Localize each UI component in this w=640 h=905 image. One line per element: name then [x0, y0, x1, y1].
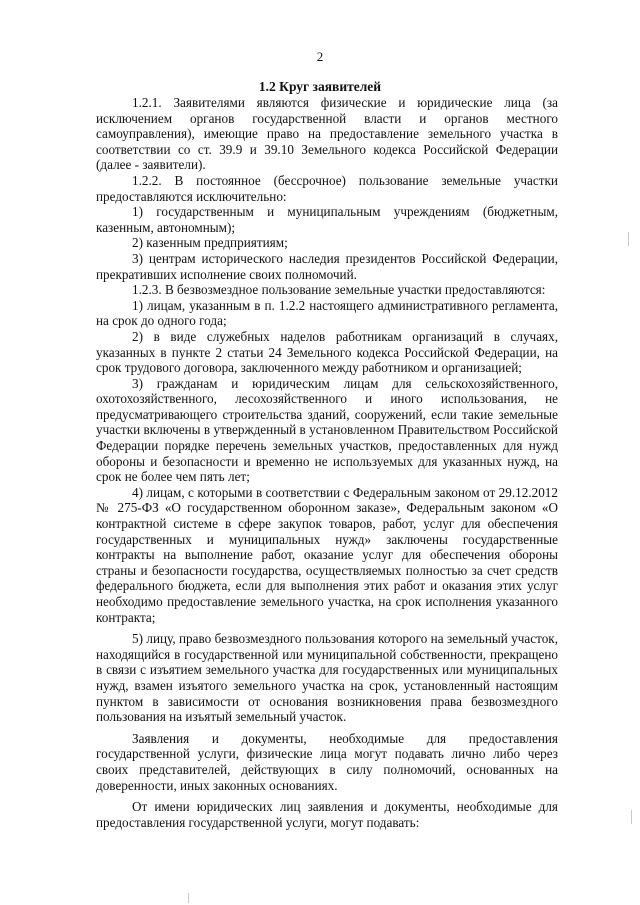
list-item: 3) гражданам и юридическим лицам для сельскохозяйственного, охотохозяйственного, лесохозяйственного и иного использования, не предусматривающего строительства зданий, сооружений, если такие земельные участки включены в утвержденный в установленном Правительством Российской Федерации порядке перечень земельных участков, предоставленных для нужд обороны и безопасности и временно не используемых для указанных нужд, на срок не более чем пять лет;: [96, 375, 558, 485]
list-item: 1) государственным и муниципальным учреждениям (бюджетным, казенным, автономным);: [96, 204, 558, 235]
list-item: 4) лицам, с которыми в соответствии с Федеральным законом от 29.12.2012 № 275-ФЗ «О государственном оборонном заказе», Федеральным законом «О контрактной системе в сфере закупок товаров, работ, услуг для обеспечения государственных и муниципальных нужд» заключены государственные контракты на выполнение работ, оказание услуг для обеспечения обороны страны и безопасности государства, осуществляемых полностью за счет средств федерального бюджета, если для выполнения этих работ и оказания этих услуг необходимо предоставление земельного участка, на срок исполнения указанного контракта;: [96, 484, 558, 625]
paragraph-1-2-1: 1.2.1. Заявителями являются физические и юридические лица (за исключением органов государственной власти и органов местного самоуправления), имеющие право на предоставление земельного участка в соответствии со ст. 39.9 и 39.10 Земельного кодекса Российской Федерации (далее - заявители).: [96, 95, 558, 173]
paragraph-applicants-legal-entities: От имени юридических лиц заявления и документы, необходимые для предоставления государственной услуги, могут подавать:: [96, 799, 558, 830]
scan-artifact: [631, 810, 632, 824]
list-item: 2) казенным предприятиям;: [132, 235, 288, 251]
paragraph-1-2-3: 1.2.3. В безвозмездное пользование земельные участки предоставляются:: [132, 282, 546, 298]
list-item: 2) в виде служебных наделов работникам организаций в случаях, указанных в пункте 2 статьи 24 Земельного кодекса Российской Федерации, на срок трудового договора, заключенного между работником и организацией;: [96, 328, 558, 376]
list-item: 1) лицам, указанным в п. 1.2.2 настоящего административного регламента, на срок до одного года;: [96, 297, 558, 329]
scan-artifact: [628, 232, 629, 246]
section-body: [96, 95, 558, 830]
list-item: 3) центрам исторического наследия президентов Российской Федерации, прекративших исполнение своих полномочий.: [96, 250, 558, 282]
section-heading: 1.2 Круг заявителей: [258, 79, 382, 94]
paragraph-applicants-individuals: Заявления и документы, необходимые для предоставления государственной услуги, физические лица могут подавать лично либо через своих представителей, действующих в силу полномочий, основанных на доверенности, иных законных основаниях.: [96, 730, 558, 793]
scan-artifact: [188, 893, 189, 903]
page-number: 2: [316, 49, 324, 64]
paragraph-1-2-2: 1.2.2. В постоянное (бессрочное) пользование земельные участки предоставляются исключительно:: [96, 172, 558, 204]
list-item: 5) лицу, право безвозмездного пользования которого на земельный участок, находящийся в государственной или муниципальной собственности, прекращено в связи с изъятием земельного участка для государственных или муниципальных нужд, взамен изъятого земельного участка на срок, установленный настоящим пунктом в зависимости от основания возникновения права безвозмездного пользования на изъятый земельный участок.: [96, 631, 558, 725]
